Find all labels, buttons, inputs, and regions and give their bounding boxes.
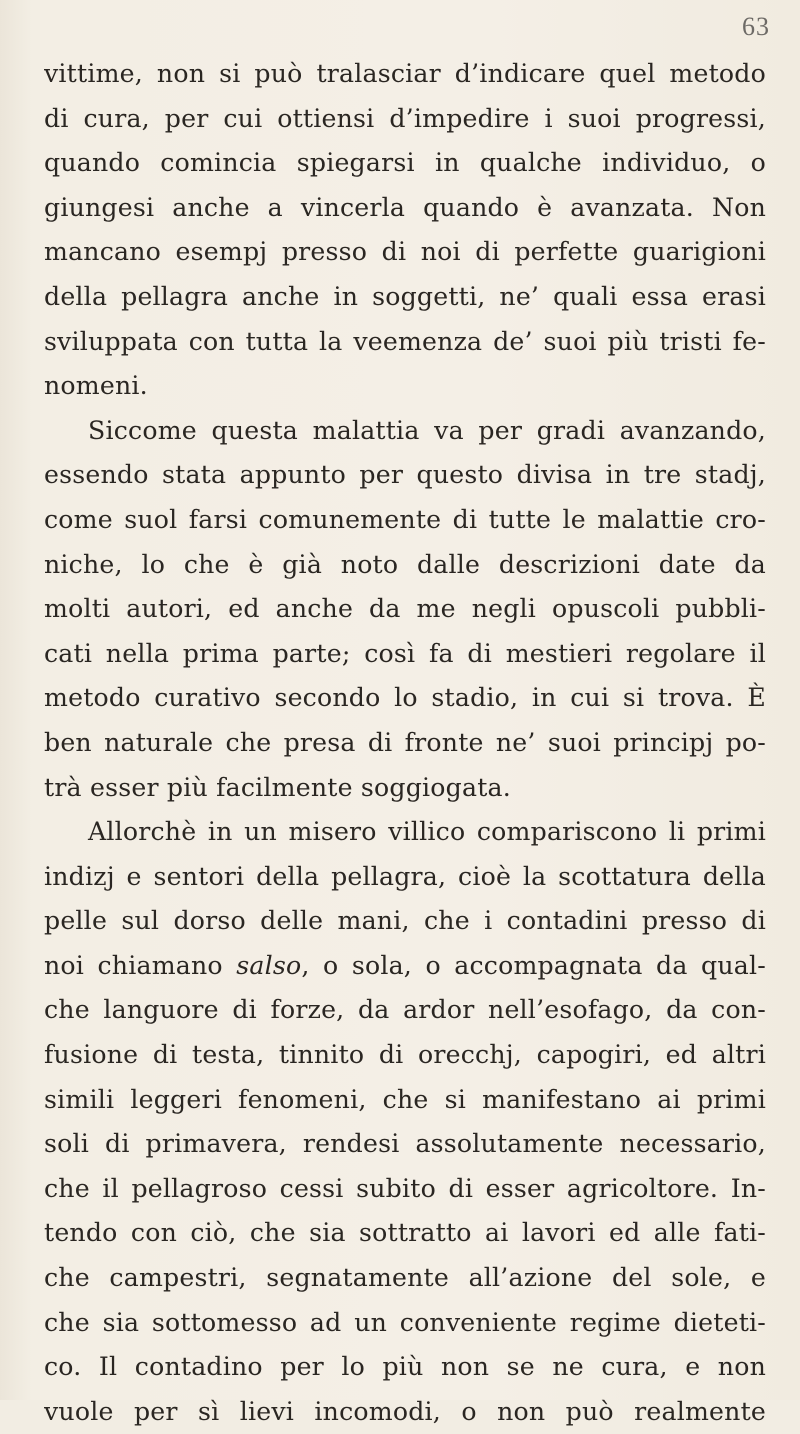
text-line: essendo stata appunto per questo divisa in tre stadj, xyxy=(44,460,766,490)
text-line: di cura, per cui ottiensi d’impedire i suoi progressi, xyxy=(44,103,766,133)
text-line-with-italic xyxy=(44,944,766,989)
text-line: quando comincia spiegarsi in qualche individuo, o xyxy=(44,148,766,178)
text-line: che sia sottomesso ad un conveniente regime dieteti- xyxy=(44,1307,766,1337)
text-segment: , o sola, o accompagnata da qual- xyxy=(301,950,766,980)
text-line: della pellagra anche in soggetti, ne’ quali essa erasi xyxy=(44,281,766,311)
text-line: vuole per sì lievi incomodi, o non può realmente xyxy=(44,1396,766,1426)
text-line: metodo curativo secondo lo stadio, in cui si trova. È xyxy=(44,683,766,713)
text-line: sviluppata con tutta la veemenza de’ suoi più tristi fe- xyxy=(44,326,766,356)
text-line: pelle sul dorso delle mani, che i contadini presso di xyxy=(44,906,766,936)
text-line: molti autori, ed anche da me negli opuscoli pubbli- xyxy=(44,594,766,624)
text-line: che languore di forze, da ardor nell’esofago, da con- xyxy=(44,995,766,1025)
italic-term: salso xyxy=(236,950,302,980)
text-line: giungesi anche a vincerla quando è avanzata. Non xyxy=(44,192,766,222)
text-line: cati nella prima parte; così fa di mestieri regolare il xyxy=(44,638,766,668)
text-line: ben naturale che presa di fronte ne’ suoi principj po- xyxy=(44,727,766,757)
page-number: 63 xyxy=(742,12,770,41)
text-line: trà esser più facilmente soggiogata. xyxy=(44,772,511,802)
text-line: che il pellagroso cessi subito di esser agricoltore. In- xyxy=(44,1173,766,1203)
text-line: nomeni. xyxy=(44,371,148,401)
text-line: Siccome questa malattia va per gradi avanzando, xyxy=(88,415,766,445)
text-line: indizj e sentori della pellagra, cioè la scottatura della xyxy=(44,861,766,891)
text-line: soli di primavera, rendesi assolutamente necessario, xyxy=(44,1129,766,1159)
text-line: che campestri, segnatamente all’azione del sole, e xyxy=(44,1263,766,1293)
text-line: vittime, non si può tralasciar d’indicare quel metodo xyxy=(44,59,766,88)
text-line: mancano esempj presso di noi di perfette guarigioni xyxy=(44,237,766,267)
text-line: co. Il contadino per lo più non se ne cura, e non xyxy=(44,1352,766,1382)
text-line: tendo con ciò, che sia sottratto ai lavori ed alle fati- xyxy=(44,1218,766,1248)
text-line: niche, lo che è già noto dalle descrizioni date da xyxy=(44,549,766,579)
text-line: simili leggeri fenomeni, che si manifestano ai primi xyxy=(44,1084,766,1114)
text-line: fusione di testa, tinnito di orecchj, capogiri, ed altri xyxy=(44,1040,766,1070)
text-line: come suol farsi comunemente di tutte le malattie cro- xyxy=(44,504,766,534)
body-text xyxy=(44,52,766,1434)
text-segment: noi chiamano xyxy=(44,950,237,980)
text-line: Allorchè in un misero villico compariscono li primi xyxy=(88,817,766,847)
